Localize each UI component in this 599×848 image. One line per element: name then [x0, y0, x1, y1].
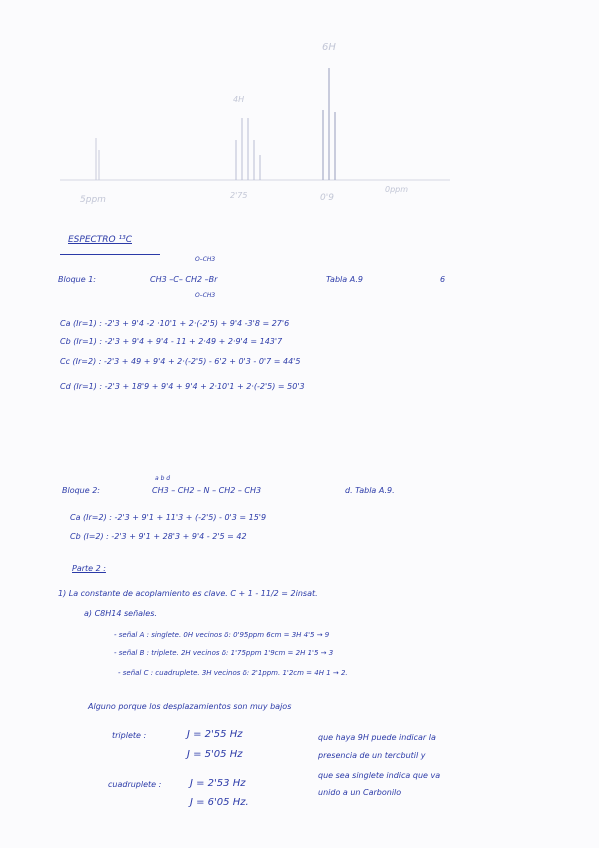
- table-number: 6: [440, 275, 446, 284]
- peak-integral-label: 6H: [322, 42, 336, 53]
- molecule-formula: CH3 –C– CH2 –Br: [150, 275, 218, 284]
- question-line: 1) La constante de acoplamiento es clave. C + 1 - 11/2 = 2insat.: [58, 589, 318, 598]
- block-label: Bloque 1:: [58, 275, 97, 284]
- comment-line: Alguno porque los desplazamientos son muy bajos: [88, 702, 292, 711]
- peak-5ppm: [96, 138, 99, 180]
- peak-2-75: [236, 118, 260, 180]
- note-line: que sea singlete indica que va: [318, 771, 441, 780]
- carbon-letters: a b d: [155, 475, 171, 482]
- ppm-axis-label: 0ppm: [385, 185, 409, 194]
- carbon-shift-line: Cd (Ir=1) : -2'3 + 18'9 + 9'4 + 9'4 + 2·10'1 + 2·(-2'5) = 50'3: [60, 382, 305, 391]
- molecule-formula: CH3 – CH2 – N – CH2 – CH3: [152, 486, 262, 495]
- coupling-label: cuadruplete :: [108, 780, 162, 789]
- peak-0-9: [323, 68, 335, 180]
- coupling-value: J = 2'53 Hz: [190, 778, 246, 789]
- coupling-value: J = 6'05 Hz.: [190, 797, 249, 808]
- coupling-label: triplete :: [112, 731, 147, 740]
- ppm-axis-label: 5ppm: [80, 195, 106, 205]
- note-line: que haya 9H puede indicar la: [318, 733, 436, 742]
- title-underline: [60, 254, 160, 255]
- signal-line: - señal C : cuadruplete. 3H vecinos δ: 2'1ppm. 1'2cm = 4H 1 → 2.: [118, 669, 348, 677]
- signal-line: - señal B : triplete. 2H vecinos δ: 1'75ppm 1'9cm = 2H 1'5 → 3: [114, 649, 334, 657]
- section-title: Parte 2 :: [72, 564, 106, 573]
- ppm-axis-label: 2'75: [230, 191, 248, 200]
- molecule-substituent-bottom: O–CH3: [195, 292, 216, 299]
- signal-line: - señal A : singlete. 0H vecinos δ: 0'95ppm 6cm = 3H 4'5 → 9: [114, 631, 330, 639]
- ppm-axis-label: 0'9: [320, 193, 334, 203]
- carbon-shift-line: Ca (Ir=1) : -2'3 + 9'4 -2 ·10'1 + 2·(-2'5) + 9'4 -3'8 = 27'6: [60, 319, 290, 328]
- coupling-value: J = 2'55 Hz: [187, 729, 243, 740]
- note-line: unido a un Carbonilo: [318, 788, 402, 797]
- peak-integral-label: 4H: [233, 95, 245, 104]
- molecule-substituent-top: O–CH3: [195, 256, 216, 263]
- block-label: Bloque 2:: [62, 486, 101, 495]
- coupling-value: J = 5'05 Hz: [187, 749, 243, 760]
- answer-line: a) C8H14 señales.: [84, 609, 157, 618]
- table-reference: Tabla A.9: [326, 275, 363, 284]
- carbon-shift-line: Cb (I=2) : -2'3 + 9'1 + 28'3 + 9'4 - 2'5 = 42: [70, 532, 247, 541]
- carbon-shift-line: Cb (Ir=1) : -2'3 + 9'4 + 9'4 - 11 + 2·49 + 2·9'4 = 143'7: [60, 337, 283, 346]
- carbon-shift-line: Cc (Ir=2) : -2'3 + 49 + 9'4 + 2·(-2'5) - 6'2 + 0'3 - 0'7 = 44'5: [60, 357, 301, 366]
- section-title: ESPECTRO ¹³C: [68, 235, 132, 245]
- carbon-shift-line: Ca (Ir=2) : -2'3 + 9'1 + 11'3 + (-2'5) - 0'3 = 15'9: [70, 513, 267, 522]
- table-reference: d. Tabla A.9.: [345, 486, 395, 495]
- note-line: presencia de un tercbutil y: [318, 751, 426, 760]
